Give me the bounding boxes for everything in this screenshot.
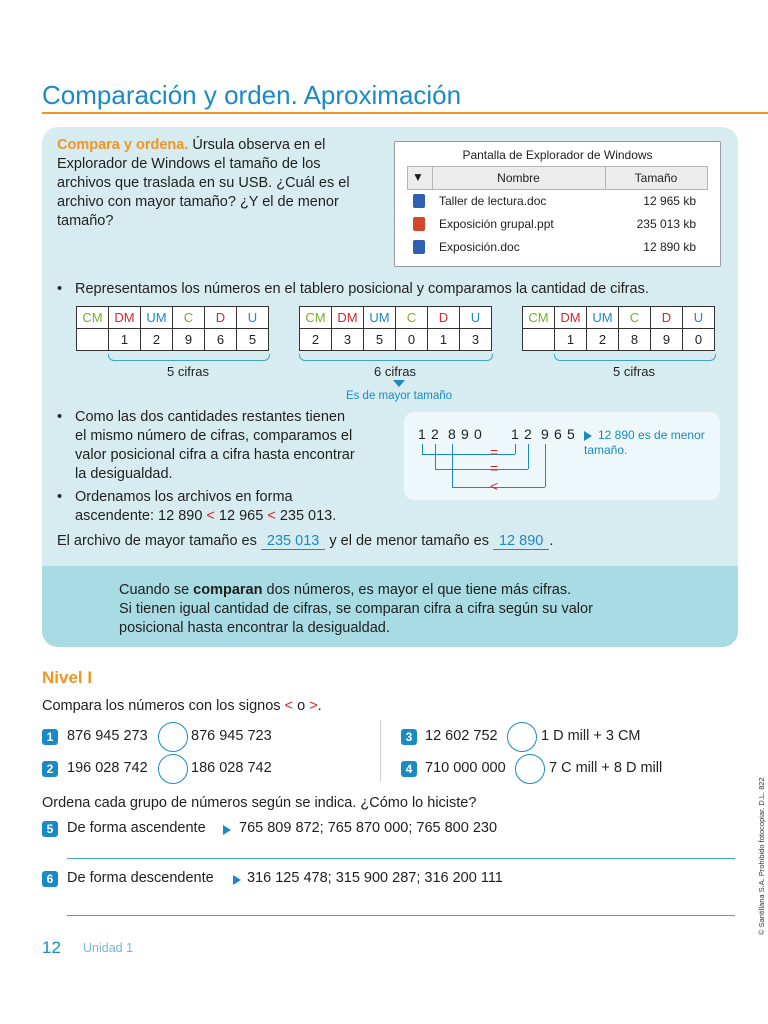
answer-text: . xyxy=(549,533,554,549)
pv-header-c: C xyxy=(619,307,651,329)
bullet-value: 235 013. xyxy=(279,508,337,524)
copyright-notice: © Santillana S.A. Prohibido fotocopiar. D.L. 822 xyxy=(757,777,766,935)
digit-b: 1 xyxy=(511,426,519,442)
equal-sign: = xyxy=(490,460,499,476)
less-than-sign: < xyxy=(206,508,215,524)
order-instruction: Ordena cada grupo de números según se indica. ¿Cómo lo hiciste? xyxy=(42,795,477,811)
pv-header-d: D xyxy=(428,307,460,329)
pointer-triangle-icon xyxy=(223,825,231,835)
file-name: Taller de lectura.doc xyxy=(439,194,547,208)
digit-b: 9 xyxy=(541,426,549,442)
title-divider xyxy=(42,112,768,114)
digit-a: 0 xyxy=(474,426,482,442)
exercise-right-value: 186 028 742 xyxy=(191,760,272,776)
digit-count-caption: 6 cifras xyxy=(374,364,416,379)
exercise-number-badge: 1 xyxy=(42,729,58,745)
pv-header-um: UM xyxy=(587,307,619,329)
explorer-title: Pantalla de Explorador de Windows xyxy=(462,148,653,162)
exercise-number-badge: 5 xyxy=(42,821,58,837)
place-value-table xyxy=(299,306,492,351)
level-heading: Nivel I xyxy=(42,668,93,687)
pv-digit: 5 xyxy=(237,329,269,351)
pv-header-um: UM xyxy=(364,307,396,329)
column-name-header[interactable]: Nombre xyxy=(497,171,540,185)
pv-header-c: C xyxy=(396,307,428,329)
instruction-text: . xyxy=(317,698,322,714)
intro-line-3: archivos que traslada en su USB. ¿Cuál es el xyxy=(57,175,350,191)
explorer-header-row xyxy=(407,166,708,190)
pv-digit: 1 xyxy=(555,329,587,351)
less-than-sign: < xyxy=(267,508,276,524)
pv-header-u: U xyxy=(237,307,269,329)
pv-digit: 1 xyxy=(109,329,141,351)
pv-digit: 2 xyxy=(300,329,332,351)
exercise-left-value: 196 028 742 xyxy=(67,760,148,776)
exercise-values: 316 125 478; 315 900 287; 316 200 111 xyxy=(247,870,503,886)
pv-header-dm: DM xyxy=(109,307,141,329)
pv-header-d: D xyxy=(205,307,237,329)
bullet-text xyxy=(75,488,395,526)
exercise-values: 765 809 872; 765 870 000; 765 800 230 xyxy=(239,820,498,836)
exercise-left-value: 710 000 000 xyxy=(425,760,506,776)
pv-header-d: D xyxy=(651,307,683,329)
pv-header-dm: DM xyxy=(332,307,364,329)
file-size: 235 013 kb xyxy=(636,217,696,231)
file-name: Exposición.doc xyxy=(439,240,520,254)
exercise-left-value: 12 602 752 xyxy=(425,728,498,744)
pv-digit: 5 xyxy=(364,329,396,351)
answer-line[interactable] xyxy=(67,858,735,859)
pv-header-c: C xyxy=(173,307,205,329)
digit-bracket xyxy=(108,354,270,361)
pv-digit: 0 xyxy=(396,329,428,351)
file-row[interactable] xyxy=(407,236,706,258)
exercise-right-value: 1 D mill + 3 CM xyxy=(541,728,641,744)
comparison-note xyxy=(584,428,714,458)
pv-header-cm: CM xyxy=(77,307,109,329)
pv-digit: 9 xyxy=(651,329,683,351)
rule-line: dos números, es mayor el que tiene más cifras. xyxy=(266,582,572,598)
sort-arrow-icon[interactable]: ▼ xyxy=(412,170,424,184)
exercise-label: De forma ascendente xyxy=(67,820,206,836)
word-doc-icon xyxy=(413,240,425,254)
bullet-text: Representamos los números en el tablero posicional y comparamos la cantidad de cifras. xyxy=(75,281,649,297)
file-row[interactable] xyxy=(407,190,706,212)
equal-sign: = xyxy=(490,444,499,460)
bullet-line: valor posicional cifra a cifra hasta encontrar xyxy=(75,447,355,463)
pv-digit: 3 xyxy=(460,329,492,351)
digit-b: 2 xyxy=(524,426,532,442)
answer-circle[interactable] xyxy=(158,754,188,784)
intro-lead: Compara y ordena. xyxy=(57,137,189,153)
exercise-left-value: 876 945 273 xyxy=(67,728,148,744)
rule-line: Cuando se xyxy=(119,582,190,598)
page-number: 12 xyxy=(42,938,61,957)
powerpoint-icon xyxy=(413,217,425,231)
bullet-line: ascendente: 12 890 xyxy=(75,508,203,524)
digit-a: 8 xyxy=(448,426,456,442)
connector-line xyxy=(515,444,516,454)
answer-min-blank[interactable]: 12 890 xyxy=(493,533,549,550)
connector-line xyxy=(528,444,529,469)
answer-line xyxy=(57,533,553,549)
page-title: Comparación y orden. Aproximación xyxy=(42,80,462,110)
greater-than-sign: > xyxy=(309,698,318,714)
pv-digit: 1 xyxy=(428,329,460,351)
pv-digit xyxy=(523,329,555,351)
down-arrow-icon xyxy=(393,380,405,387)
answer-circle[interactable] xyxy=(507,722,537,752)
pv-digit: 0 xyxy=(683,329,715,351)
file-name: Exposición grupal.ppt xyxy=(439,217,554,231)
digit-a: 1 xyxy=(418,426,426,442)
bullet-value: 12 965 xyxy=(218,508,264,524)
file-size: 12 965 kb xyxy=(643,194,696,208)
pv-header-um: UM xyxy=(141,307,173,329)
file-row[interactable] xyxy=(407,213,706,235)
intro-line-5: tamaño? xyxy=(57,213,114,229)
connector-line xyxy=(422,444,423,454)
bullet-dot: • xyxy=(57,281,63,297)
pv-digit xyxy=(77,329,109,351)
bullet-text xyxy=(75,408,385,484)
connector-line xyxy=(545,444,546,487)
intro-line-1: Úrsula observa en el xyxy=(192,137,326,153)
exercise-number-badge: 4 xyxy=(401,761,417,777)
digit-b: 5 xyxy=(567,426,575,442)
exercise-number-badge: 2 xyxy=(42,761,58,777)
pointer-triangle-icon xyxy=(233,875,241,885)
rule-keyword: comparan xyxy=(193,582,263,598)
exercise-right-value: 7 C mill + 8 D mill xyxy=(549,760,663,776)
pv-header-cm: CM xyxy=(300,307,332,329)
unit-label: Unidad 1 xyxy=(83,941,134,955)
answer-circle[interactable] xyxy=(158,722,188,752)
less-than-sign: < xyxy=(490,478,499,494)
pv-header-dm: DM xyxy=(555,307,587,329)
connector-line xyxy=(422,454,515,455)
pv-digit: 6 xyxy=(205,329,237,351)
pv-digit: 2 xyxy=(141,329,173,351)
place-value-table xyxy=(76,306,269,351)
rule-text xyxy=(119,581,699,638)
digit-bracket xyxy=(299,354,493,361)
comparison-note-text: 12 890 es de menor tamaño. xyxy=(584,428,705,457)
compare-instruction xyxy=(42,698,322,714)
answer-max-blank[interactable]: 235 013 xyxy=(261,533,325,550)
word-doc-icon xyxy=(413,194,425,208)
rule-line: posicional hasta encontrar la desigualdad. xyxy=(119,620,390,636)
column-divider xyxy=(380,720,381,782)
digit-a: 2 xyxy=(431,426,439,442)
intro-problem xyxy=(57,136,375,231)
pv-digit: 8 xyxy=(619,329,651,351)
digit-bracket xyxy=(554,354,716,361)
intro-line-2: Explorador de Windows el tamaño de los xyxy=(57,156,321,172)
answer-text: El archivo de mayor tamaño es xyxy=(57,533,257,549)
explorer-window xyxy=(394,141,721,267)
bullet-dot: • xyxy=(57,409,63,425)
exercise-right-value: 876 945 723 xyxy=(191,728,272,744)
bullet-line: Como las dos cantidades restantes tienen xyxy=(75,409,346,425)
digit-count-caption: 5 cifras xyxy=(613,364,655,379)
bullet-line: el mismo número de cifras, comparamos el xyxy=(75,428,353,444)
bullet-line: la desigualdad. xyxy=(75,466,173,482)
exercise-number-badge: 3 xyxy=(401,729,417,745)
pv-digit: 9 xyxy=(173,329,205,351)
digit-a: 9 xyxy=(461,426,469,442)
place-value-table xyxy=(522,306,715,351)
pv-digit: 2 xyxy=(587,329,619,351)
instruction-text: o xyxy=(297,698,306,714)
digit-count-caption: 5 cifras xyxy=(167,364,209,379)
column-size-header[interactable]: Tamaño xyxy=(634,171,678,185)
pv-digit: 3 xyxy=(332,329,364,351)
intro-line-4: archivo con mayor tamaño? ¿Y el de menor xyxy=(57,194,339,210)
rule-line: Si tienen igual cantidad de cifras, se comparan cifra a cifra según su valor xyxy=(119,601,593,617)
pv-header-cm: CM xyxy=(523,307,555,329)
pv-header-u: U xyxy=(460,307,492,329)
connector-line xyxy=(452,487,545,488)
answer-text: y el de menor tamaño es xyxy=(329,533,489,549)
pv-header-u: U xyxy=(683,307,715,329)
answer-line[interactable] xyxy=(67,915,735,916)
connector-line xyxy=(435,469,528,470)
bullet-dot: • xyxy=(57,489,63,505)
file-size: 12 890 kb xyxy=(643,240,696,254)
answer-circle[interactable] xyxy=(515,754,545,784)
digit-b: 6 xyxy=(554,426,562,442)
connector-line xyxy=(452,444,453,487)
bullet-line: Ordenamos los archivos en forma xyxy=(75,489,293,505)
largest-note: Es de mayor tamaño xyxy=(345,390,453,402)
connector-line xyxy=(435,444,436,469)
instruction-text: Compara los números con los signos xyxy=(42,698,281,714)
less-than-sign: < xyxy=(284,698,294,714)
exercise-number-badge: 6 xyxy=(42,871,58,887)
exercise-label: De forma descendente xyxy=(67,870,214,886)
